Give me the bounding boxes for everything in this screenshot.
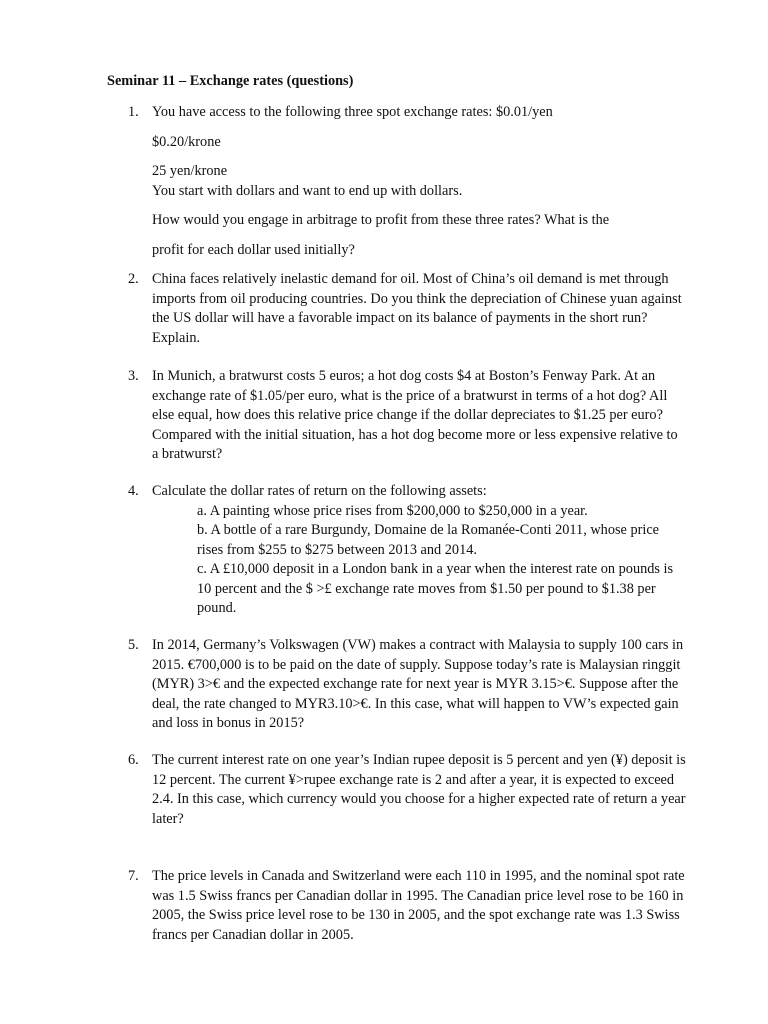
question-line: In 2014, Germany’s Volkswagen (VW) makes a contract with Malaysia to supply 100 cars in <box>152 637 684 653</box>
question-line: deal, the rate changed to MYR3.10>€. In this case, what will happen to VW’s expected gain <box>152 695 679 712</box>
sub-item-line: c. A £10,000 deposit in a London bank in a year when the interest rate on pounds is <box>197 561 674 577</box>
question-line: The price levels in Canada and Switzerland were each 110 in 1995, and the nominal spot rate <box>152 868 685 884</box>
question-line: profit for each dollar used initially? <box>152 241 355 258</box>
question-line: 2.4. In this case, which currency would you choose for a higher expected rate of return a year <box>152 791 686 807</box>
sub-item-line: pound. <box>197 600 237 616</box>
question-body <box>152 367 728 465</box>
question-line: a bratwurst? <box>152 446 223 462</box>
question-2 <box>128 270 728 348</box>
question-number: 6. <box>128 752 139 768</box>
sub-item-line: b. A bottle of a rare Burgundy, Domaine de la Romanée-Conti 2011, whose price <box>197 522 660 538</box>
question-line: exchange rate of $1.05/per euro, what is the price of a bratwurst in terms of a hot dog? All <box>152 387 668 404</box>
question-line: and loss in bonus in 2015? <box>152 715 305 731</box>
question-number: 3. <box>128 368 139 384</box>
question-line: The current interest rate on one year’s Indian rupee deposit is 5 percent and yen (¥) deposit is <box>152 752 686 768</box>
question-body <box>152 867 728 945</box>
question-number: 2. <box>128 271 139 287</box>
question-line: You have access to the following three spot exchange rates: $0.01/yen <box>152 104 553 120</box>
question-7 <box>128 867 728 945</box>
question-line: 25 yen/krone <box>152 163 228 179</box>
question-number: 5. <box>128 637 139 653</box>
question-line: later? <box>152 810 184 827</box>
question-body <box>152 103 728 260</box>
question-line: francs per Canadian dollar in 2005. <box>152 926 354 943</box>
sub-item-line: 10 percent and the $ >£ exchange rate moves from $1.50 per pound to $1.38 per <box>197 580 656 597</box>
question-line: How would you engage in arbitrage to profit from these three rates? What is the <box>152 212 610 228</box>
question-1 <box>128 103 728 260</box>
question-5 <box>128 636 728 734</box>
question-line: $0.20/krone <box>152 133 221 150</box>
question-line: 2015. €700,000 is to be paid on the date of supply. Suppose today’s rate is Malaysian ringgit <box>152 656 681 673</box>
question-line: imports from oil producing countries. Do you think the depreciation of Chinese yuan against <box>152 290 682 307</box>
question-number: 7. <box>128 868 139 884</box>
page-title: Seminar 11 – Exchange rates (questions) <box>107 73 354 89</box>
question-line: 12 percent. The current ¥>rupee exchange rate is 2 and after a year, it is expected to exceed <box>152 771 675 788</box>
question-line: In Munich, a bratwurst costs 5 euros; a hot dog costs $4 at Boston’s Fenway Park. At an <box>152 368 656 384</box>
sub-item-line: rises from $255 to $275 between 2013 and 2014. <box>197 541 477 558</box>
question-line: You start with dollars and want to end up with dollars. <box>152 182 463 199</box>
question-line: (MYR) 3>€ and the expected exchange rate for next year is MYR 3.15>€. Suppose after the <box>152 676 679 692</box>
question-line: Calculate the dollar rates of return on the following assets: <box>152 483 487 499</box>
question-line: 2005, the Swiss price level rose to be 130 in 2005, and the spot exchange rate was 1.3 Swiss <box>152 907 680 923</box>
question-line: was 1.5 Swiss francs per Canadian dollar in 1995. The Canadian price level rose to be 160 in <box>152 887 684 904</box>
question-body <box>152 751 728 829</box>
question-line: Explain. <box>152 329 201 346</box>
question-line: else equal, how does this relative price change if the dollar depreciates to $1.25 per euro? <box>152 407 663 423</box>
question-line: Compared with the initial situation, has a hot dog become more or less expensive relative to <box>152 426 678 443</box>
question-6 <box>128 751 728 829</box>
question-number: 1. <box>128 104 139 120</box>
question-4 <box>128 482 728 619</box>
question-3 <box>128 367 728 465</box>
question-body <box>152 636 728 734</box>
question-line: China faces relatively inelastic demand for oil. Most of China’s oil demand is met through <box>152 271 669 287</box>
question-body <box>152 482 728 619</box>
question-number: 4. <box>128 483 139 499</box>
question-body <box>152 270 728 348</box>
sub-item-line: a. A painting whose price rises from $200,000 to $250,000 in a year. <box>197 502 588 519</box>
sub-item-list <box>197 502 728 619</box>
question-line: the US dollar will have a favorable impact on its balance of payments in the short run? <box>152 310 648 326</box>
